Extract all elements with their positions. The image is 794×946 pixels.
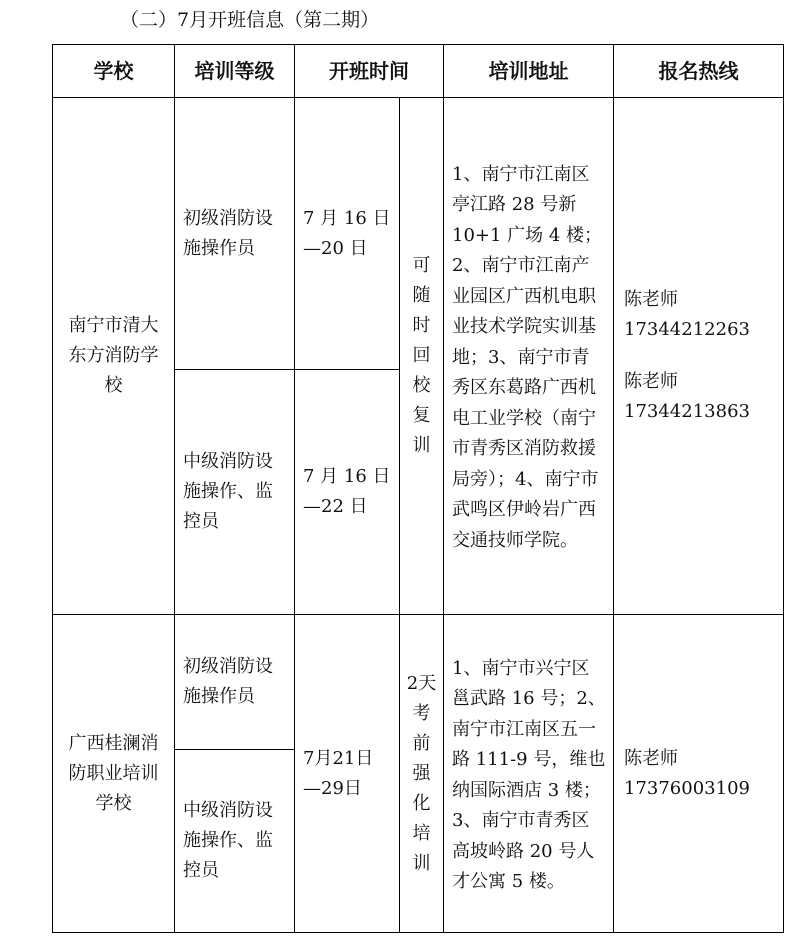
training-address: 1、南宁市兴宁区邕武路 16 号；2、南宁市江南区五一路 111-9 号，维也纳国际酒店 3 楼；3、南宁市青秀区高坡岭路 20 号人才公寓 5 楼。 (452, 657, 606, 892)
address-cell (444, 98, 614, 615)
contact-name: 陈老师 (624, 371, 678, 392)
note-cell (400, 615, 444, 933)
table-row (53, 615, 784, 750)
level-cell (175, 370, 295, 615)
school-cell (53, 615, 175, 933)
note-cell (400, 98, 444, 615)
table-row (53, 98, 784, 370)
header-time: 开班时间 (295, 45, 444, 98)
start-time: 7 月 16 日—22 日 (303, 466, 391, 517)
section-heading: （二）7月开班信息（第二期） (120, 9, 380, 31)
header-school: 学校 (53, 45, 175, 98)
contact-phone: 17344213863 (624, 401, 750, 422)
contact-name: 陈老师 (624, 289, 678, 310)
training-level: 初级消防设施操作员 (183, 656, 273, 707)
hotline-cell (614, 98, 784, 615)
training-level: 中级消防设施操作、监控员 (183, 451, 273, 532)
start-time: 7 月 16 日—20 日 (303, 207, 391, 259)
table-header-row (53, 45, 784, 98)
school-cell (53, 98, 175, 615)
header-address: 培训地址 (444, 45, 614, 98)
contact-phone: 17376003109 (624, 777, 750, 799)
school-name: 南宁市清大东方消防学校 (68, 315, 159, 396)
header-level: 培训等级 (175, 45, 295, 98)
contact-name: 陈老师 (624, 747, 678, 769)
retraining-note: 可随时回校复训 (412, 255, 431, 456)
level-cell (175, 98, 295, 370)
level-cell (175, 750, 295, 933)
level-cell (175, 615, 295, 750)
time-cell (295, 615, 400, 933)
intensive-note: 2天考前强化培训 (406, 672, 437, 874)
class-schedule-table (52, 44, 784, 933)
start-time: 7月21日—29日 (303, 747, 374, 799)
training-level: 中级消防设施操作、监控员 (183, 800, 273, 881)
contact-phone: 17344212263 (624, 319, 750, 340)
training-level: 初级消防设施操作员 (183, 207, 273, 259)
school-name: 广西桂澜消防职业培训学校 (68, 732, 159, 814)
time-cell (295, 370, 400, 615)
address-cell (444, 615, 614, 933)
time-cell (295, 98, 400, 370)
hotline-cell (614, 615, 784, 933)
header-hotline: 报名热线 (614, 45, 784, 98)
training-address: 1、南宁市江南区亭江路 28 号新 10+1 广场 4 楼；2、南宁市江南产业园区广西机电职业技术学院实训基地；3、南宁市青秀区东葛路广西机电工业学校（南宁市青秀区消防救援局旁）；4、南宁市武鸣区伊岭岩广西交通技师学院。 (452, 163, 603, 551)
